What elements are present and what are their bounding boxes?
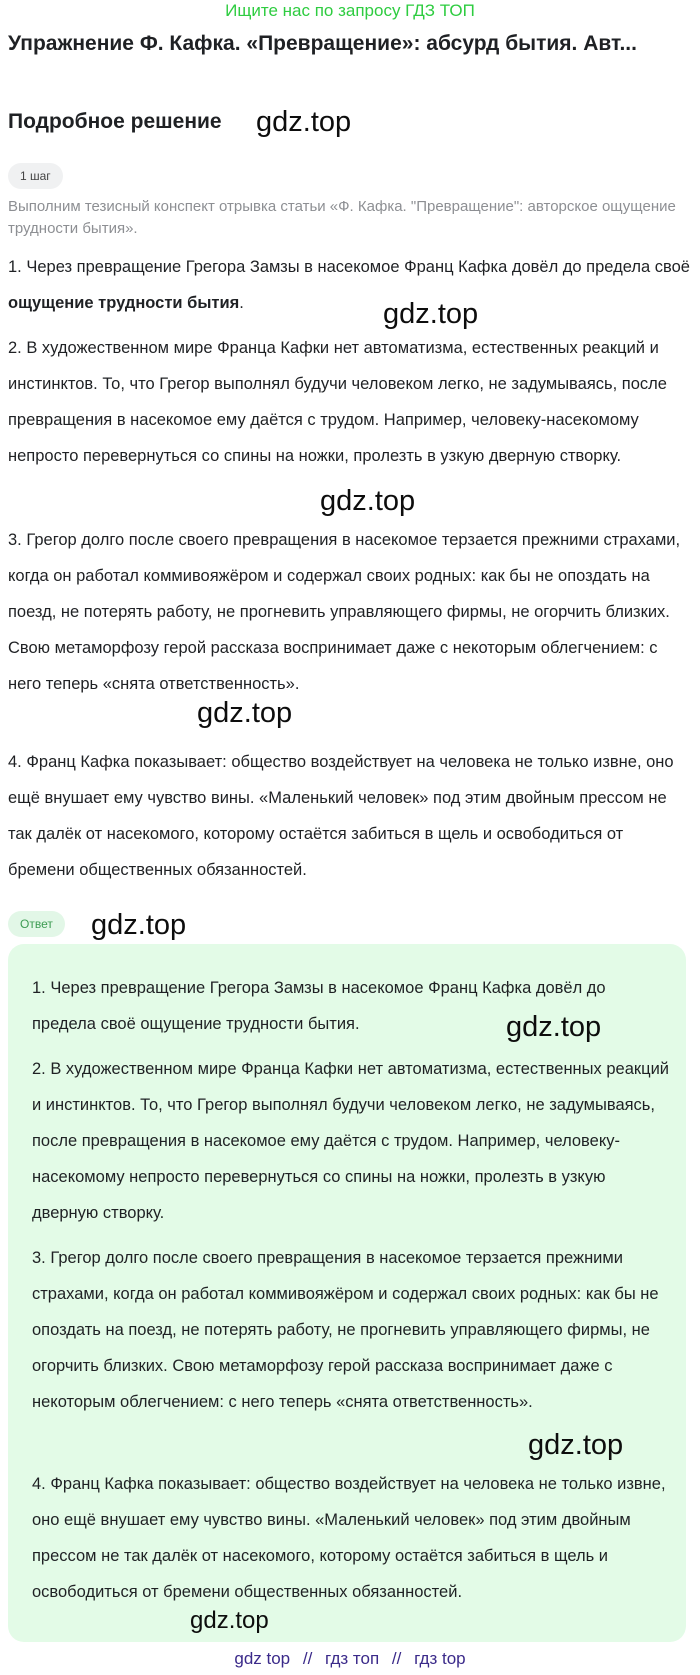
footer-link-gdz-top-ru[interactable]: гдз топ — [325, 1649, 380, 1668]
solution-item-4: 4. Франц Кафка показывает: общество воздействует на человека не только извне, оно ещё внушает ему чувство вины. «Маленький человек» под этим двойным прессом не так далёк от насекомого, которому остаётся забиться в щель и освободиться от бремени общественных обязанностей. — [8, 753, 674, 879]
watermark: gdz.top — [528, 1429, 624, 1461]
watermark: gdz.top — [197, 697, 293, 729]
watermark: gdz.top — [506, 1011, 602, 1043]
section-title: Подробное решение — [8, 110, 222, 133]
solution-item-3: 3. Грегор долго после своего превращения в насекомое терзается прежними страхами, когда он работал коммивояжёром и содержал своих родных: как бы не опоздать на поезд, не потерять работу, не прогневить управляющего фирмы, не огорчить близких. Свою метаморфозу герой рассказа воспринимает даже с некоторым облегчением: с него теперь «снята ответственность». — [8, 531, 681, 693]
footer-separator: // — [302, 1649, 313, 1668]
solution-item-2: 2. В художественном мире Франца Кафки нет автоматизма, естественных реакций и инстинктов. То, что Грегор выполнял будучи человеком легко, не задумываясь, после превращения в насекомое ему даётся с трудом. Например, человеку-насекомому непросто перевернуться со спины на ножки, пролезть в узкую дверную створку. — [8, 339, 667, 465]
footer-separator: // — [391, 1649, 402, 1668]
intro-text: Выполним тезисный конспект отрывка статьи «Ф. Кафка. "Превращение": авторское ощущение трудности бытия». — [8, 198, 676, 237]
answer-item-1: 1. Через превращение Грегора Замзы в насекомое Франц Кафка довёл до предела своё ощущение трудности бытия. — [32, 979, 606, 1033]
answer-item-2: 2. В художественном мире Франца Кафки нет автоматизма, естественных реакций и инстинктов. То, что Грегор выполнял будучи человеком легко, не задумываясь, после превращения в насекомое ему даётся с трудом. Например, человеку-насекомому непросто перевернуться со спины на ножки, пролезть в узкую дверную створку. — [32, 1060, 669, 1222]
footer-link-gdz-top[interactable]: gdz top — [234, 1649, 291, 1668]
watermark: gdz.top — [383, 298, 479, 330]
page-title: Упражнение Ф. Кафка. «Превращение»: абсурд бытия. Авт... — [8, 32, 637, 55]
solution-item-1-end: . — [239, 294, 244, 312]
answer-item-3: 3. Грегор долго после своего превращения в насекомое терзается прежними страхами, когда он работал коммивояжёром и содержал своих родных: как бы не опоздать на поезд, не потерять работу, не прогневить управляющего фирмы, не огорчить близких. Свою метаморфозу герой рассказа воспринимает даже с некоторым облегчением: с него теперь «снята ответственность». — [32, 1249, 659, 1411]
solution-item-1-bold: ощущение трудности бытия — [8, 294, 240, 312]
solution-item-1-text: 1. Через превращение Грегора Замзы в насекомое Франц Кафка довёл до предела своё — [8, 258, 690, 276]
search-hint-banner: Ищите нас по запросу ГДЗ ТОП — [225, 1, 475, 20]
watermark: gdz.top — [256, 106, 352, 138]
watermark: gdz.top — [320, 485, 416, 517]
watermark: gdz.top — [190, 1607, 269, 1634]
step-badge: 1 шаг — [8, 163, 63, 189]
footer-links — [0, 1646, 700, 1672]
answer-badge: Ответ — [8, 911, 65, 937]
answer-item-4: 4. Франц Кафка показывает: общество воздействует на человека не только извне, оно ещё внушает ему чувство вины. «Маленький человек» под этим двойным прессом не так далёк от насекомого, которому остаётся забиться в щель и освободиться от бремени общественных обязанностей. — [32, 1475, 666, 1601]
solution-item-1 — [8, 249, 692, 321]
watermark: gdz.top — [91, 909, 187, 941]
footer-link-gdz-top-mixed[interactable]: гдз top — [414, 1649, 466, 1668]
